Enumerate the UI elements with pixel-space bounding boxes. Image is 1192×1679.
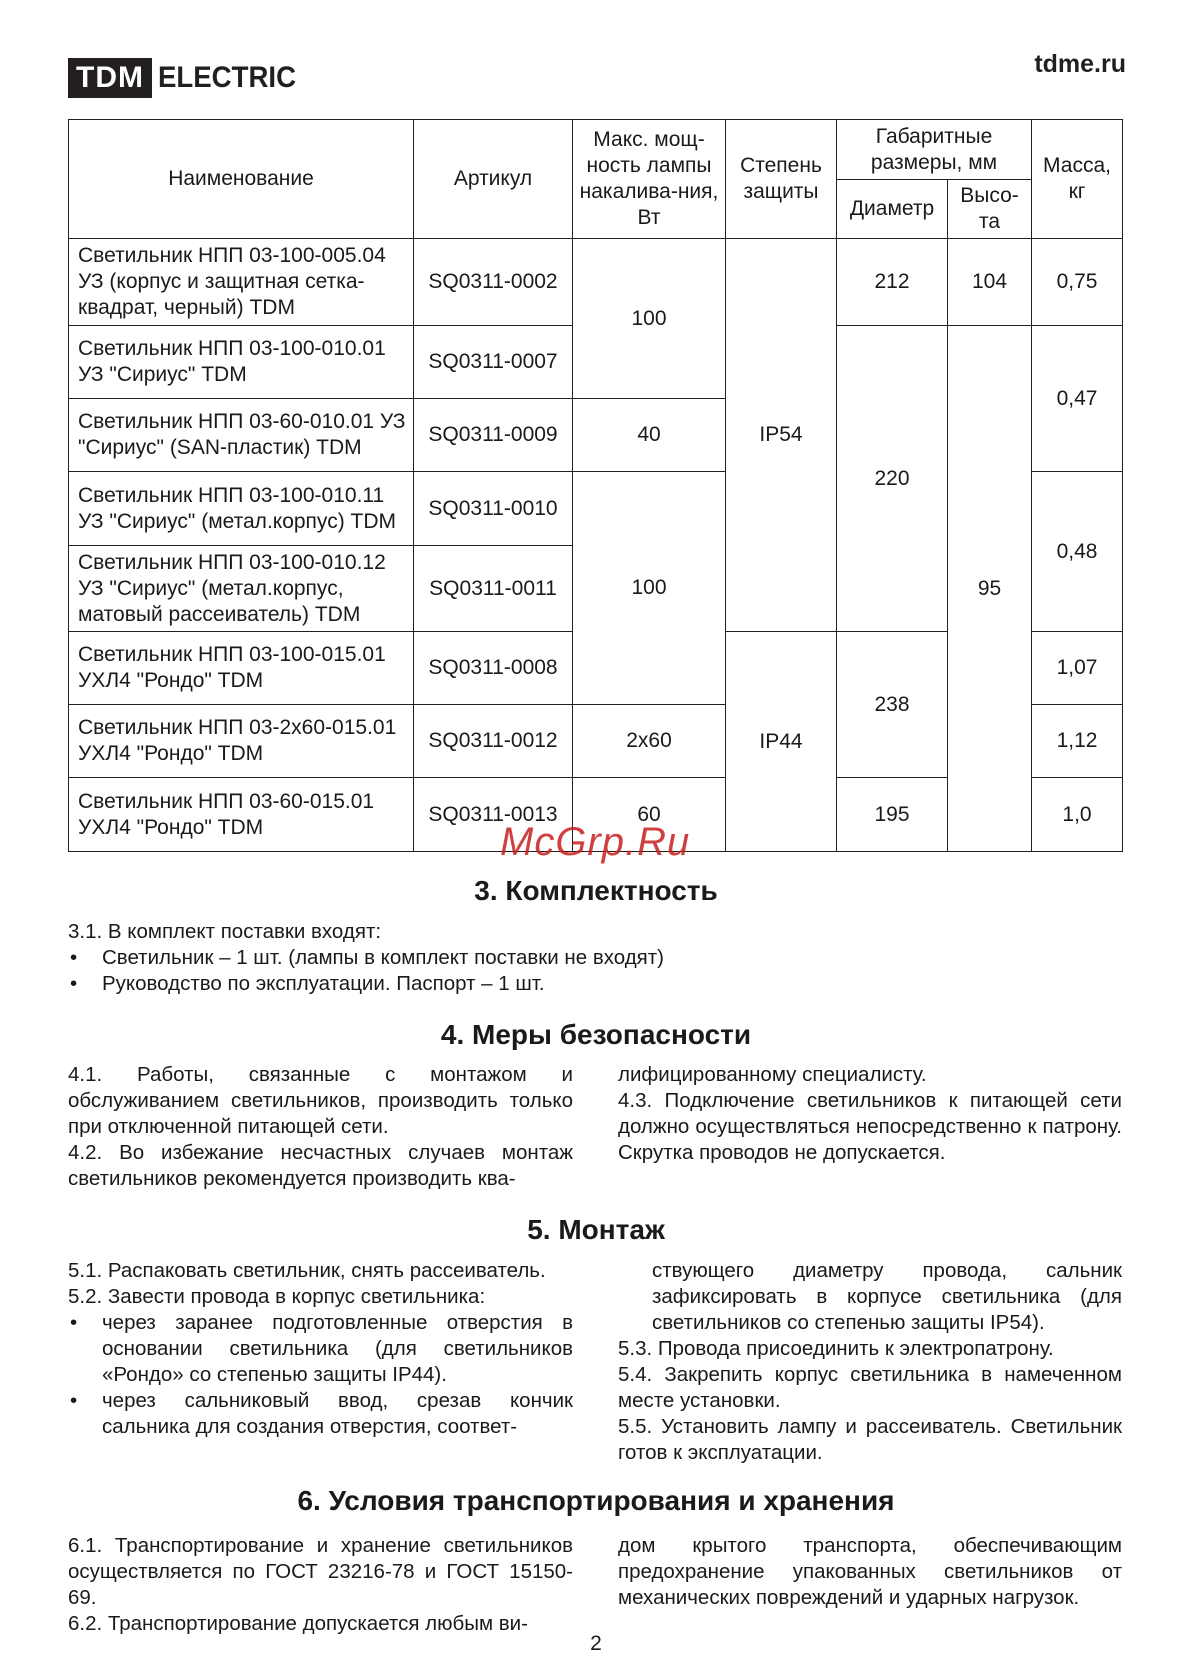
header-article: Артикул <box>414 120 573 239</box>
section-4-left <box>68 1062 573 1192</box>
header-dimensions: Габаритные размеры, мм <box>837 120 1032 180</box>
cell-article: SQ0311-0002 <box>414 239 573 326</box>
paragraph: 5.1. Распаковать светильник, снять рассеиватель. <box>68 1259 546 1282</box>
section-5-title: 5. Монтаж <box>527 1214 665 1245</box>
paragraph: 6.2. Транспортирование допускается любым ви- <box>68 1612 528 1635</box>
cell-protection: IP54 <box>726 239 837 632</box>
cell-article: SQ0311-0007 <box>414 326 573 399</box>
paragraph: 4.1. Работы, связанные с монтажом и обслуживанием светильников, производить только при отключенной питающей сети. <box>68 1063 573 1138</box>
spec-table <box>68 119 1123 852</box>
cell-mass: 0,75 <box>1032 239 1123 326</box>
cell-name: Светильник НПП 03-2х60-015.01 УХЛ4 "Рондо" TDM <box>69 705 414 778</box>
cell-article: SQ0311-0013 <box>414 778 573 852</box>
list-item: • через сальниковый ввод, срезав кончик сальника для создания отверстия, соответ- <box>68 1388 573 1440</box>
cell-protection: IP44 <box>726 632 837 852</box>
section-5-right <box>618 1258 1122 1466</box>
header-diameter: Диаметр <box>837 180 948 239</box>
cell-name: Светильник НПП 03-60-010.01 УЗ "Сириус" (SAN-пластик) TDM <box>69 399 414 472</box>
cell-mass: 0,47 <box>1032 326 1123 472</box>
cell-name: Светильник НПП 03-100-005.04 УЗ (корпус и защитная сетка-квадрат, черный) TDM <box>69 239 414 326</box>
section-6-right <box>618 1533 1122 1611</box>
header-power: Макс. мощ-ность лампы накалива-ния, Вт <box>573 120 726 239</box>
header-name: Наименование <box>69 120 414 239</box>
cell-article: SQ0311-0008 <box>414 632 573 705</box>
section-4-right <box>618 1062 1122 1166</box>
paragraph: дом крытого транспорта, обеспечивающим предохранение упакованных светильников от механических повреждений и ударных нагрузок. <box>618 1534 1122 1609</box>
cell-diameter: 238 <box>837 632 948 778</box>
cell-name: Светильник НПП 03-60-015.01 УХЛ4 "Рондо" TDM <box>69 778 414 852</box>
paragraph: 5.5. Установить лампу и рассеиватель. Светильник готов к эксплуатации. <box>618 1415 1122 1464</box>
cell-name: Светильник НПП 03-100-010.01 УЗ "Сириус" TDM <box>69 326 414 399</box>
cell-article: SQ0311-0012 <box>414 705 573 778</box>
section-5-left <box>68 1258 573 1440</box>
cell-article: SQ0311-0011 <box>414 546 573 632</box>
list-item: • Светильник – 1 шт. (лампы в комплект поставки не входят) <box>68 945 1122 971</box>
cell-name: Светильник НПП 03-100-010.12 УЗ "Сириус" (метал.корпус, матовый рассеиватель) TDM <box>69 546 414 632</box>
list-item: • через заранее подготовленные отверстия в основании светильника (для светильников «Рондо» со степенью защиты IP44). <box>68 1310 573 1388</box>
watermark: McGrp.Ru <box>500 820 691 864</box>
paragraph: 4.2. Во избежание несчастных случаев монтаж светильников рекомендуется производить ква- <box>68 1141 573 1190</box>
cell-power: 60 <box>573 778 726 852</box>
header-protection: Степень защиты <box>726 120 837 239</box>
cell-power: 40 <box>573 399 726 472</box>
table-header-row <box>69 120 1123 180</box>
section-4-title: 4. Меры безопасности <box>440 1019 752 1050</box>
cell-name: Светильник НПП 03-100-015.01 УХЛ4 "Рондо" TDM <box>69 632 414 705</box>
section-6-left <box>68 1533 573 1637</box>
paragraph: 5.2. Завести провода в корпус светильника: <box>68 1285 486 1308</box>
paragraph: 5.3. Провода присоединить к электропатрону. <box>618 1337 1054 1360</box>
cell-mass: 1,0 <box>1032 778 1123 852</box>
site-url[interactable]: tdme.ru <box>1034 50 1126 78</box>
cell-article: SQ0311-0009 <box>414 399 573 472</box>
list-item: • Руководство по эксплуатации. Паспорт – 1 шт. <box>68 971 1122 997</box>
section-3-intro: 3.1. В комплект поставки входят: <box>68 920 382 943</box>
cell-height: 95 <box>948 326 1032 852</box>
cell-mass: 0,48 <box>1032 472 1123 632</box>
section-3-title: 3. Комплектность <box>474 875 718 906</box>
paragraph: 4.3. Подключение светильников к питающей сети должно осуществляться непосредственно к патрону. Скрутка проводов не допускается. <box>618 1089 1122 1164</box>
cell-height: 104 <box>948 239 1032 326</box>
section-3-body <box>68 919 1122 997</box>
cell-article: SQ0311-0010 <box>414 472 573 546</box>
section-6-title: 6. Условия транспортирования и хранения <box>297 1485 895 1516</box>
paragraph: 6.1. Транспортирование и хранение светильников осуществляется по ГОСТ 23216-78 и ГОСТ 15150-69. <box>68 1534 573 1609</box>
logo-box: TDM <box>68 58 152 98</box>
cell-name: Светильник НПП 03-100-010.11 УЗ "Сириус" (метал.корпус) TDM <box>69 472 414 546</box>
cell-diameter: 195 <box>837 778 948 852</box>
cell-power: 100 <box>573 239 726 399</box>
cell-mass: 1,07 <box>1032 632 1123 705</box>
paragraph: лифицированному специалисту. <box>618 1063 927 1086</box>
brand-logo <box>68 58 308 98</box>
table-row <box>69 239 1123 326</box>
header-mass: Масса, кг <box>1032 120 1123 239</box>
cell-diameter: 220 <box>837 326 948 632</box>
logo-word: ELECTRIC <box>157 61 296 94</box>
cell-power: 100 <box>573 472 726 705</box>
header-height: Высо-та <box>948 180 1032 239</box>
cell-mass: 1,12 <box>1032 705 1123 778</box>
paragraph: ствующего диаметру провода, сальник зафиксировать в корпусе светильника (для светильников со степенью защиты IP54). <box>652 1259 1122 1334</box>
cell-diameter: 212 <box>837 239 948 326</box>
page-number: 2 <box>590 1632 602 1655</box>
cell-power: 2х60 <box>573 705 726 778</box>
paragraph: 5.4. Закрепить корпус светильника в намеченном месте установки. <box>618 1363 1122 1412</box>
